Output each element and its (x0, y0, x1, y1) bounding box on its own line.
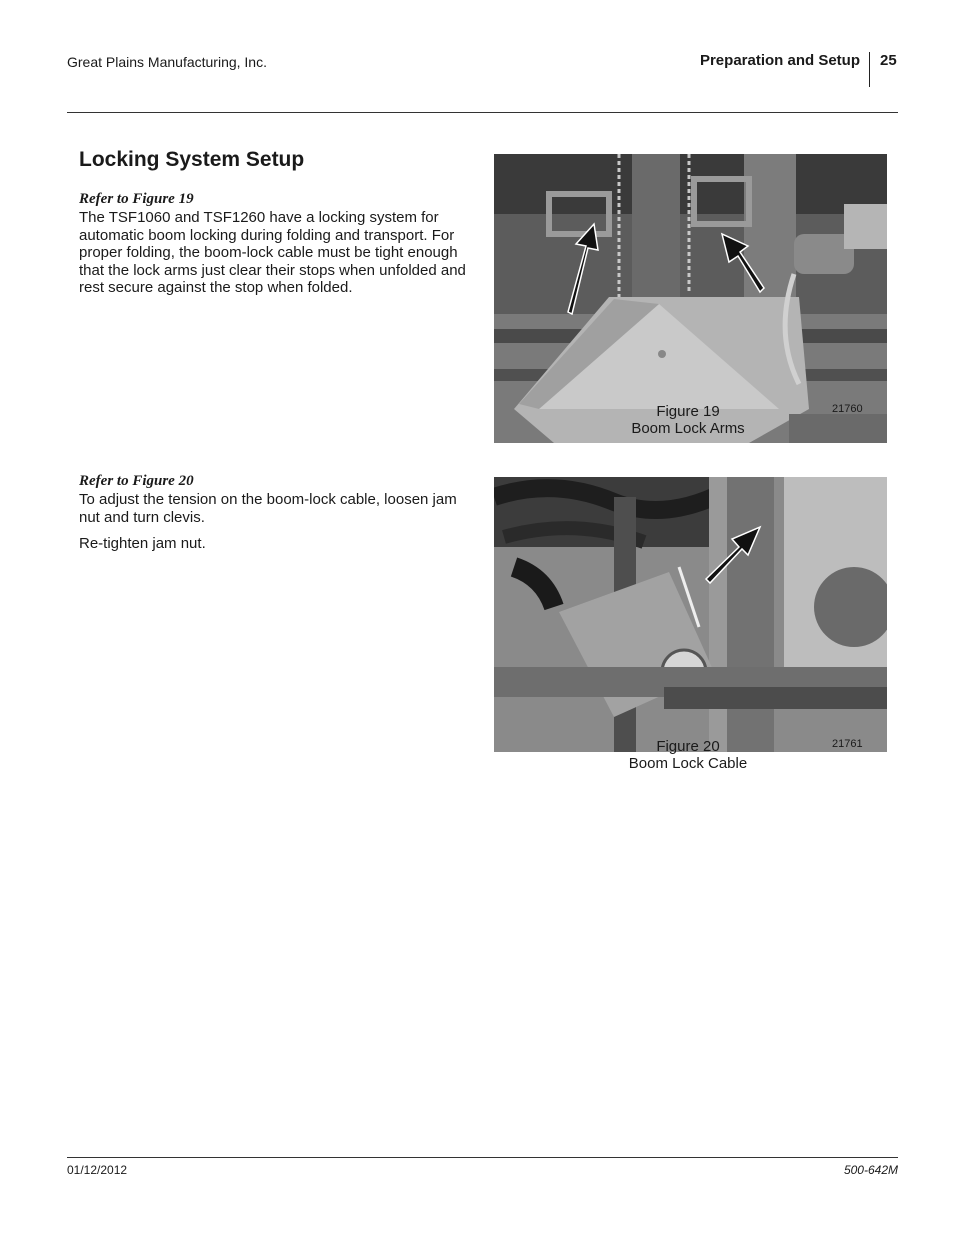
figure-19-photo (494, 154, 887, 443)
company-name: Great Plains Manufacturing, Inc. (67, 54, 267, 70)
figure-20-caption: Boom Lock Cable (628, 755, 748, 772)
figure-19-caption: Boom Lock Arms (631, 420, 745, 437)
cable-adjust-paragraph: To adjust the tension on the boom-lock cable, loosen jam nut and turn clevis. (79, 491, 457, 526)
figure-20-reference: Refer to Figure 20 (79, 473, 194, 489)
header-separator (869, 52, 870, 87)
page-number: 25 (880, 52, 897, 69)
locking-system-paragraph: The TSF1060 and TSF1260 have a locking system for automatic boom locking during folding and transport. For proper folding, the boom-lock cable must be tight enough that the lock arms just clear their stops when unfolded and rest secure against the stop when folded. (79, 209, 466, 296)
section-title: Locking System Setup (79, 148, 305, 171)
figure-19-number: 21760 (832, 403, 863, 415)
footer-rule (67, 1157, 898, 1158)
footer-doc-number: 500-642M (843, 1163, 898, 1177)
figure-19-reference: Refer to Figure 19 (79, 191, 194, 207)
figure-20-label: Figure 20 (656, 738, 720, 755)
footer-date: 01/12/2012 (67, 1163, 128, 1177)
figure-19-label: Figure 19 (656, 403, 720, 420)
section-name: Preparation and Setup (699, 52, 860, 69)
figure-20-photo (494, 477, 887, 752)
retighten-paragraph: Re-tighten jam nut. (79, 535, 206, 552)
header-rule (67, 112, 898, 113)
figure-20-number: 21761 (832, 738, 863, 750)
